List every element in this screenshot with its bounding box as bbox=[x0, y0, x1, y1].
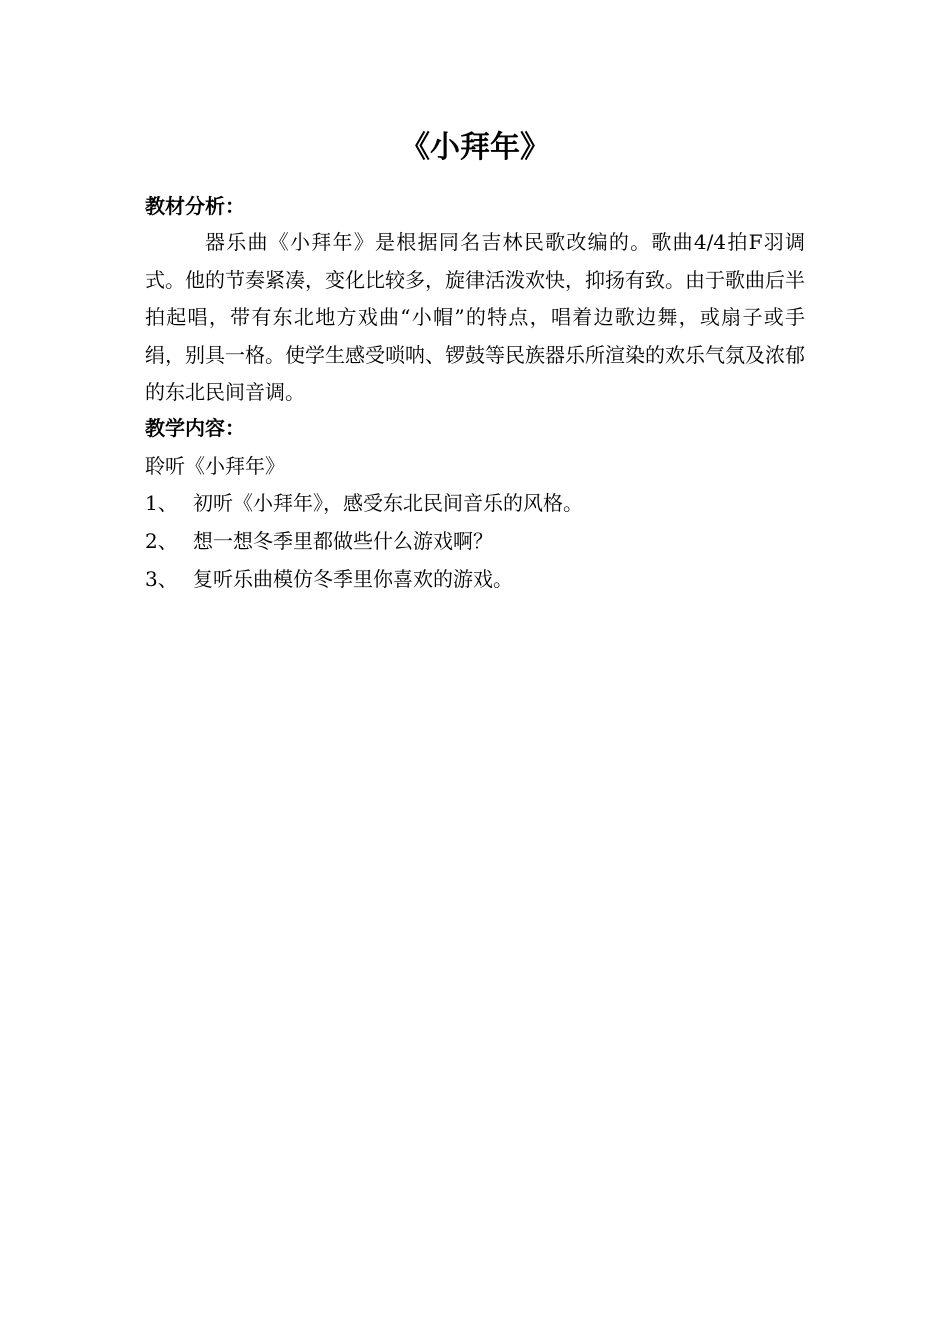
section-heading-content: 教学内容： bbox=[145, 416, 245, 440]
list-item-text: 复听乐曲模仿冬季里你喜欢的游戏。 bbox=[193, 567, 513, 591]
list-item-number: 1、 bbox=[145, 491, 178, 515]
list-item-text: 初听《小拜年》，感受东北民间音乐的风格。 bbox=[193, 491, 583, 515]
section-heading-analysis: 教材分析： bbox=[145, 194, 245, 218]
document-title: 《小拜年》 bbox=[400, 130, 550, 165]
list-item-text: 想一想冬季里都做些什么游戏啊？ bbox=[193, 529, 493, 553]
analysis-paragraph: 器乐曲《小拜年》是根据同名吉林民歌改编的。歌曲4/4拍F羽调式。他的节奏紧凑，变化比较多，旋律活泼欢快，抑扬有致。由于歌曲后半拍起唱，带有东北地方戏曲“小帽”的特点，唱着边歌边舞，或扇子或手绢，别具一格。使学生感受唢呐、锣鼓等民族器乐所渲染的欢乐气氛及浓郁的东北民间音调。 bbox=[145, 230, 805, 404]
list-item bbox=[145, 565, 513, 593]
list-item bbox=[145, 489, 583, 517]
listen-line: 聆听《小拜年》 bbox=[145, 454, 285, 478]
list-item bbox=[145, 527, 493, 555]
list-item-number: 3、 bbox=[145, 567, 178, 591]
list-item-number: 2、 bbox=[145, 529, 178, 553]
